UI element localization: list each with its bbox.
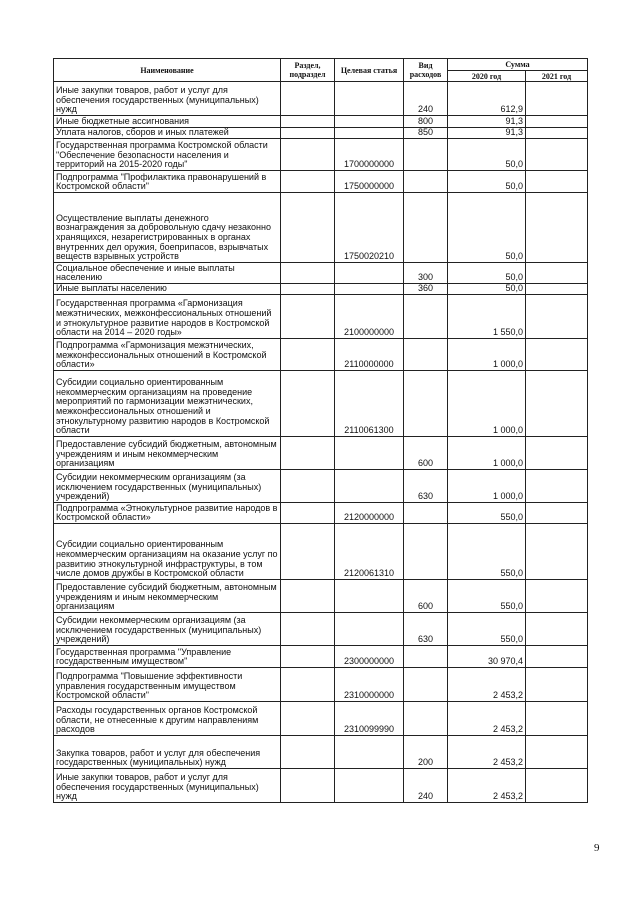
table-row	[54, 702, 588, 736]
header-year-2021: 2021 год	[526, 71, 588, 82]
row-type-cell	[404, 139, 448, 171]
table-row	[54, 769, 588, 803]
row-sum-2021-cell	[526, 371, 588, 437]
row-type-cell	[404, 503, 448, 524]
table-row	[54, 193, 588, 263]
row-sum-2020-cell: 50,0	[448, 139, 526, 171]
row-name-cell: Социальное обеспечение и иные выплаты населению	[54, 263, 281, 284]
row-sum-2020-cell: 50,0	[448, 284, 526, 295]
table-row	[54, 736, 588, 769]
table-row	[54, 646, 588, 668]
row-sum-2021-cell	[526, 437, 588, 470]
table-row	[54, 503, 588, 524]
row-section-cell	[281, 128, 335, 139]
row-sum-2021-cell	[526, 668, 588, 702]
row-sum-2021-cell	[526, 339, 588, 371]
row-name-cell: Предоставление субсидий бюджетным, автономным учреждениям и иным некоммерческим организациям	[54, 437, 281, 470]
row-sum-2021-cell	[526, 171, 588, 193]
row-name-cell: Государственная программа Костромской области "Обеспечение безопасности населения и территорий на 2015-2020 годы"	[54, 139, 281, 171]
table-row	[54, 263, 588, 284]
header-type: Вид расходов	[404, 59, 448, 82]
row-sum-2020-cell: 30 970,4	[448, 646, 526, 668]
row-type-cell: 600	[404, 437, 448, 470]
row-name-cell: Предоставление субсидий бюджетным, автономным учреждениям и иным некоммерческим организациям	[54, 580, 281, 613]
row-sum-2021-cell	[526, 295, 588, 339]
row-target-cell: 2100000000	[335, 295, 404, 339]
row-sum-2020-cell: 550,0	[448, 613, 526, 646]
row-sum-2020-cell: 91,3	[448, 116, 526, 128]
row-sum-2021-cell	[526, 613, 588, 646]
row-sum-2020-cell: 2 453,2	[448, 769, 526, 803]
row-sum-2020-cell: 550,0	[448, 524, 526, 580]
row-type-cell: 600	[404, 580, 448, 613]
table-row	[54, 128, 588, 139]
row-sum-2021-cell	[526, 470, 588, 503]
row-sum-2020-cell: 1 000,0	[448, 371, 526, 437]
row-sum-2020-cell: 2 453,2	[448, 736, 526, 769]
row-sum-2020-cell: 2 453,2	[448, 668, 526, 702]
row-sum-2020-cell: 612,9	[448, 82, 526, 116]
row-type-cell	[404, 193, 448, 263]
row-target-cell: 2310000000	[335, 668, 404, 702]
row-section-cell	[281, 339, 335, 371]
row-section-cell	[281, 613, 335, 646]
row-target-cell: 1750000000	[335, 171, 404, 193]
row-sum-2020-cell: 50,0	[448, 263, 526, 284]
row-sum-2020-cell: 50,0	[448, 171, 526, 193]
row-type-cell: 300	[404, 263, 448, 284]
row-section-cell	[281, 646, 335, 668]
row-type-cell	[404, 339, 448, 371]
table-row	[54, 580, 588, 613]
row-sum-2020-cell: 1 550,0	[448, 295, 526, 339]
row-sum-2021-cell	[526, 284, 588, 295]
row-sum-2021-cell	[526, 646, 588, 668]
row-type-cell: 200	[404, 736, 448, 769]
row-target-cell	[335, 470, 404, 503]
row-type-cell	[404, 646, 448, 668]
row-type-cell: 360	[404, 284, 448, 295]
row-section-cell	[281, 295, 335, 339]
budget-table	[53, 58, 588, 803]
row-section-cell	[281, 284, 335, 295]
row-type-cell: 850	[404, 128, 448, 139]
table-row	[54, 613, 588, 646]
row-name-cell: Уплата налогов, сборов и иных платежей	[54, 128, 281, 139]
row-target-cell	[335, 736, 404, 769]
row-name-cell: Осуществление выплаты денежного вознаграждения за добровольную сдачу незаконно хранящихся, незарегистрированных в органах внутренних дел оружия, боеприпасов, взрывчатых веществ взрывных устройств	[54, 193, 281, 263]
row-target-cell	[335, 580, 404, 613]
row-sum-2020-cell: 550,0	[448, 580, 526, 613]
row-target-cell: 2120061310	[335, 524, 404, 580]
table-row	[54, 139, 588, 171]
table-row	[54, 371, 588, 437]
row-target-cell: 1750020210	[335, 193, 404, 263]
row-sum-2020-cell: 550,0	[448, 503, 526, 524]
table-body	[54, 82, 588, 803]
row-name-cell: Иные выплаты населению	[54, 284, 281, 295]
row-sum-2021-cell	[526, 702, 588, 736]
row-name-cell: Государственная программа «Гармонизация межэтнических, межконфессиональных отношений и этнокультурное развитие народов в Костромской области на 2014 – 2020 годы»	[54, 295, 281, 339]
row-target-cell: 2110000000	[335, 339, 404, 371]
row-sum-2021-cell	[526, 769, 588, 803]
row-name-cell: Субсидии социально ориентированным некоммерческим организациям на оказание услуг по развитию этнокультурной инфраструктуры, в том числе домов дружбы в Костромской области	[54, 524, 281, 580]
row-sum-2021-cell	[526, 116, 588, 128]
header-section: Раздел, подраздел	[281, 59, 335, 82]
row-name-cell: Подпрограмма «Гармонизация межэтнических, межконфессиональных отношений в Костромской области»	[54, 339, 281, 371]
table-row	[54, 668, 588, 702]
row-section-cell	[281, 769, 335, 803]
row-type-cell	[404, 668, 448, 702]
table-row	[54, 470, 588, 503]
row-section-cell	[281, 263, 335, 284]
row-target-cell	[335, 128, 404, 139]
header-sum: Сумма	[448, 59, 588, 71]
row-name-cell: Иные закупки товаров, работ и услуг для обеспечения государственных (муниципальных) нужд	[54, 82, 281, 116]
table-row	[54, 437, 588, 470]
row-type-cell: 240	[404, 769, 448, 803]
row-target-cell: 2110061300	[335, 371, 404, 437]
row-section-cell	[281, 371, 335, 437]
table-row	[54, 339, 588, 371]
row-section-cell	[281, 171, 335, 193]
row-name-cell: Закупка товаров, работ и услуг для обеспечения государственных (муниципальных) нужд	[54, 736, 281, 769]
row-section-cell	[281, 580, 335, 613]
row-type-cell	[404, 524, 448, 580]
row-name-cell: Субсидии некоммерческим организациям (за исключением государственных (муниципальных) учреждений)	[54, 470, 281, 503]
row-section-cell	[281, 82, 335, 116]
row-target-cell	[335, 769, 404, 803]
row-sum-2020-cell: 1 000,0	[448, 437, 526, 470]
row-section-cell	[281, 524, 335, 580]
row-sum-2021-cell	[526, 82, 588, 116]
row-target-cell	[335, 116, 404, 128]
row-section-cell	[281, 470, 335, 503]
row-section-cell	[281, 193, 335, 263]
row-name-cell: Подпрограмма "Повышение эффективности управления государственным имуществом Костромской области"	[54, 668, 281, 702]
row-type-cell: 630	[404, 470, 448, 503]
row-type-cell: 630	[404, 613, 448, 646]
row-type-cell	[404, 702, 448, 736]
row-sum-2021-cell	[526, 263, 588, 284]
table-row	[54, 524, 588, 580]
row-target-cell: 2310099990	[335, 702, 404, 736]
header-year-2020: 2020 год	[448, 71, 526, 82]
header-target: Целевая статья	[335, 59, 404, 82]
row-section-cell	[281, 503, 335, 524]
row-sum-2021-cell	[526, 128, 588, 139]
row-target-cell	[335, 284, 404, 295]
row-target-cell	[335, 613, 404, 646]
row-section-cell	[281, 116, 335, 128]
row-name-cell: Субсидии социально ориентированным некоммерческим организациям на проведение мероприятий по гармонизации межэтнических, межконфессиональных отношений и этнокультурному развитию народов в Костромской области	[54, 371, 281, 437]
row-name-cell: Субсидии некоммерческим организациям (за исключением государственных (муниципальных) учреждений)	[54, 613, 281, 646]
row-target-cell	[335, 82, 404, 116]
row-sum-2021-cell	[526, 580, 588, 613]
row-sum-2021-cell	[526, 139, 588, 171]
row-target-cell	[335, 263, 404, 284]
row-target-cell	[335, 437, 404, 470]
header-name: Наименование	[54, 59, 281, 82]
row-sum-2021-cell	[526, 524, 588, 580]
row-target-cell: 2300000000	[335, 646, 404, 668]
row-name-cell: Подпрограмма «Этнокультурное развитие народов в Костромской области»	[54, 503, 281, 524]
table-row	[54, 82, 588, 116]
row-section-cell	[281, 702, 335, 736]
row-section-cell	[281, 139, 335, 171]
row-section-cell	[281, 437, 335, 470]
row-name-cell: Иные закупки товаров, работ и услуг для обеспечения государственных (муниципальных) нужд	[54, 769, 281, 803]
row-name-cell: Иные бюджетные ассигнования	[54, 116, 281, 128]
row-section-cell	[281, 736, 335, 769]
row-type-cell: 240	[404, 82, 448, 116]
table-row	[54, 284, 588, 295]
row-sum-2021-cell	[526, 736, 588, 769]
table-row	[54, 295, 588, 339]
row-name-cell: Государственная программа "Управление государственным имуществом"	[54, 646, 281, 668]
row-type-cell	[404, 371, 448, 437]
row-type-cell	[404, 295, 448, 339]
row-sum-2020-cell: 50,0	[448, 193, 526, 263]
row-sum-2020-cell: 1 000,0	[448, 470, 526, 503]
row-target-cell: 2120000000	[335, 503, 404, 524]
row-name-cell: Расходы государственных органов Костромской области, не отнесенные к другим направлениям расходов	[54, 702, 281, 736]
row-sum-2020-cell: 2 453,2	[448, 702, 526, 736]
row-target-cell: 1700000000	[335, 139, 404, 171]
table-row	[54, 116, 588, 128]
table-row	[54, 171, 588, 193]
row-sum-2020-cell: 1 000,0	[448, 339, 526, 371]
row-name-cell: Подпрограмма "Профилактика правонарушений в Костромской области"	[54, 171, 281, 193]
row-sum-2021-cell	[526, 193, 588, 263]
row-type-cell	[404, 171, 448, 193]
row-section-cell	[281, 668, 335, 702]
row-sum-2020-cell: 91,3	[448, 128, 526, 139]
row-type-cell: 800	[404, 116, 448, 128]
page-number: 9	[594, 842, 600, 854]
row-sum-2021-cell	[526, 503, 588, 524]
